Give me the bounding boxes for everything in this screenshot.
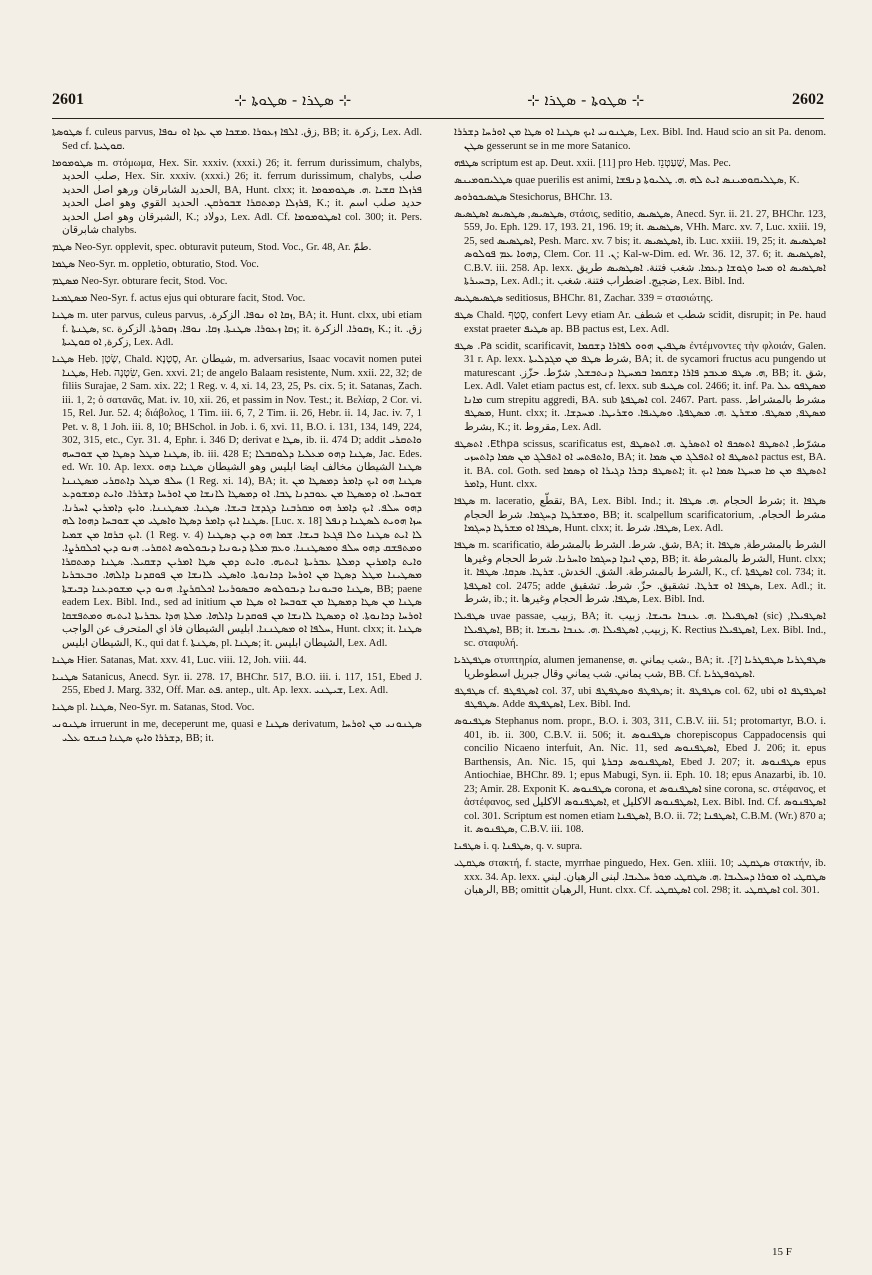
dictionary-entry xyxy=(52,126,422,153)
entry-text: quae puerilis est animi, ܣܛܠܝܩܘܡܝܢܣ ܐܝܬ ܠܗ .ܗ. ܛܠܝܘܬܐ ܕܢܦܫܐ, K. xyxy=(515,174,800,186)
entry-text: scissus, scarificatus est, مشرّط, ܐܬܣܛܦ ܐܬܣܟܦ ܐܘ ܐܬܣܪܛ .ܗ. ܐܬܣܛܦ ܘܐܬܦܬܚ ܐܘ ܐܬܦܠܓ ܡܢ ܣܡܐ ܕܐܬܚܙܝ, BA; it. ܐܬܣܛܦ ܐܘ ܐܬܦܠܓ ܡܢ ܣܡܐ pactus est, BA. it. BA. col. Goth. sed ܐܬܣܛܦ ܕܒܪܐ ܕܓܝܪܐ ܐܘ ܕܣܡܐ; it. ܐܬܣܛܦ ܡܢ ܡܐ ܡܚܛܐ ܣܡܐ ܐܝܟ ܕܐܡܪ, Hunt. clxx. xyxy=(464,438,826,490)
entry-text: irruerunt in me, deceperunt me, quasi e ܣܛܢܐ derivatum, ܣܛܢܘܢܝ ܡܢ ܐܘܪܚܐ ܕܫܪܪܐ ܘܐܝܟ ܣܛܢܐ ܟܢܫܘ ܥܠܝ, BB; it. xyxy=(62,719,422,744)
right-page-number: 2602 xyxy=(792,91,824,108)
entry-headword: ܣܛܡܐ xyxy=(52,259,76,270)
dictionary-entry xyxy=(454,174,826,188)
entry-text: seditiosus, BHChr. 81, Zachar. 339 = στασιώτης. xyxy=(505,293,713,304)
entry-headword: ܣܛܢܘܢܝ xyxy=(52,719,87,730)
entry-text: cf. ܐܣܛܦܛܦ col. 37, ubi ܣܛܦܛܦ ܘܣܛܦܛܦ; it. ܣܛܦܛܦ col. 62, ubi ܐܣܛܦܛܦ ܐܘ ܣܛܦܛܦ. Adde ܐܣܛܦܛܦ, Lex. Bibl. Ind. xyxy=(464,685,826,710)
entry-text: ܣܛܣܝܣ, ܣܛܣܝܣ, στάσις, seditio, ܣܛܣܝܣ, Anecd. Syr. ii. 21. 27, BHChr. 123, 559, Jo. Eph. 129. 17, 193. 21, 196. 19; it. ܣܛܣܝܣ, VHh. Marc. xv. 7, Luc. xxiii. 19, 25, sed ܐܣܛܣܝܣ, Pesh. Marc. xv. 7 bis; it. ܐܣܛܣܝܣ, ib. Luc. xxiii. 19, 25; it. ܐܣܛܣܝܣ ܕܗܘܐ ܥܡ ܦܘܠܘܣ, Clem. Cor. ܢ. 11; Kal-w-Dim. ed. Wr. 36. 12, 37. 6; it. ܐܣܛܣܝܣ, C.B.V. iii. 258. Ap. lexx. ܐܣܛܣܝܣ ܐܘ ܡܚܐ ܘܓܘܫܐ ܕܥܡܐ. شغب فتنة. ܐܣܛܣܝܣ طريق ܕܒܚܝܪܬܐ, Lex. Adl.; it. ضجيج. اضطراب فتنة. شغب, Lex. Bibl. Ind. xyxy=(464,208,826,287)
entry-headword: ܣܛܦܗ xyxy=(454,157,479,169)
dictionary-entry xyxy=(454,208,826,289)
entry-headword: ܣܛܢܝܐ xyxy=(52,671,78,683)
entry-text: ܣܛܢܘܢܝ ܐܝܟ ܣܛܢܐ ܐܘ ܣܛܐ ܡܢ ܐܘܪܚܐ ܕܫܪܪܐ, Lex. Bibl. Ind. Haud scio an sit Pa. denom. ܣܛܢ gesserunt se in me more Satanico. xyxy=(454,127,826,152)
dictionary-entry xyxy=(454,438,826,492)
dictionary-entry xyxy=(454,309,826,336)
entry-headword: ܣܛܡ xyxy=(52,242,72,253)
entry-text: Chald. סְטַף, confert Levy etiam Ar. شطف et شطب scidit, disrupit; in Pe. haud exstat praeter ܣܛܝܦ ap. BB pactus est, Lex. Adl. xyxy=(464,310,826,335)
left-running-title: ⊹ ܣܛܪܐ - ܣܛܘܬܐ ⊹ xyxy=(234,91,352,109)
dictionary-entry xyxy=(454,539,826,607)
dictionary-entry xyxy=(52,292,422,306)
entry-text: στακτή, f. stacte, myrrhae pinguedo, Hex. Gen. xliii. 10; ܣܛܩܛܝ στακτήν, ib. xxx. 34. Ap. lexx. ܣܛܩܛܝ ܐܘ ܡܘܪܐ ܕܚܠܝܒܐ .ܗ. ܣܛܩܛܝ ܡܘܪ ܚܠܝܒܐ. لبنى الرهبان. لبني الرهبان, BB; omittit الرهبان, Hunt. clxx. Cf. ܐܣܛܩܛܝ col. 298; it. ܐܣܛܩܛܝ col. 301. xyxy=(464,858,826,896)
entry-text: i. q. ܣܛܦܢܐ, q. v. supra. xyxy=(483,841,583,852)
entry-text: scidit, scarificavit, ܣܛܦܝܢ ܗܘܘ ܠܦܐܪܐ ܕܫܩܡܐ ἐντέμνοντες τὴν φλοιάν, Galen. 31 r. Ap. lexx. شرط ܣܛܦ ܡܢ ܡܓܕܠܝܬܐ, BA; it. de sycamori fructus acu pungendo ut maturescant .ܗ. ܣܛܦ ܡܥܒܕ ܦܐܪܐ ܕܫܩܡܐ ܒܡܚܛܐ ܕܢܬܒܫܠ, شرّط. حزّز, BB; it. شق, Lex. Adl. Valet etiam pactus est, cf. lexx. sub ܣܛܝܦ col. 2466; it. inf. Pa. ܡܣܛܦܘ ܥܠ ܡܐܢܐ cum strepitu aggredi, BA. sub ܐܣܛܦܬܐ col. 2467. Part. pass. مشرط بالمشراط, ܡܣܛܦ, Hunt. clxx; it. ܡܣܛܦ, ܡܣܛܦ. ܡܫܪܛ .ܗ. ܡܣܛܦܬܐ. ܘܣܛܝܦܐ. ܘܫܪܝܛܐ. ܡܚܕܫܐ. بشرط, K.; it. مقروط, Lex. Adl. xyxy=(464,340,826,433)
entry-text: Hier. Satanas, Mat. xxv. 41, Luc. viii. 12, Joh. viii. 44. xyxy=(76,654,307,666)
entry-text: Neo-Syr. obturare fecit, Stod. Voc. xyxy=(81,276,228,287)
entry-text: f. culeus parvus, زق. ܐܠܦܐ ܙܥܘܪܐ .ܡܫܟܐ ܡܢ ܥܙܐ ܐܘ ܢܘܦܐ, BB; it. زكرة, Lex. Adl. Sed cf. ܩܘܛܝܬܐ. xyxy=(62,127,422,152)
left-page-number: 2601 xyxy=(52,91,84,108)
dictionary-entry xyxy=(454,157,826,171)
right-running-title: ⊹ ܣܛܘܬܐ - ܣܛܪܐ ⊹ xyxy=(527,91,645,109)
entry-headword: Ethpa. ܐܬܣܛܦ xyxy=(454,438,520,450)
dictionary-entry xyxy=(52,258,422,272)
entry-headword: ܣܛܘܡܘܡܐ xyxy=(52,157,94,169)
entry-headword: ܣܛܦܛܦ xyxy=(454,685,485,697)
entry-text: uvae passae, زبيب, BA; it. ܐܣܛܦܝܠܐ .ܗ. ܥܢܒܐ ܝܒܝܫܐ. زبيب (sic) ܐܣܛܦܝܠܐ, ܐܣܛܦܝܠܐ, BB; it. زبيب, ܐܣܛܦܝܠܐ .ܗ. ܥܢܒܐ ܝܒܝܫܐ, K. Rectius ܐܣܛܦܝܠܐ, Lex. Bibl. Ind., sc. σταφυλή. xyxy=(464,611,826,649)
entry-headword: ܡܣܛܡܢܐ xyxy=(52,293,88,304)
entry-text: m. laceratio, تقطّع, BA, Lex. Bibl. Ind.; it. شرط الحجام .ܗ. ܣܛܦܐ; it. ܣܛܦܐ ܘܡܫܪܛܐ ܕܚܓܡܐ. شرط الحجام, BB; it. scalpellum scarificatorium, مشرط الحجام. ܣܛܦܐ ܐܘ ܡܫܪܛܐ ܕܚܓܡܐ, Hunt. clxx; it. ܣܛܦܐ. شرط, Lex. Adl. xyxy=(464,496,826,534)
dictionary-entry xyxy=(454,292,826,306)
entry-text: m. scarificatio, شق. شرط. الشرط بالمشرطة, BA; it. الشرط بالمشرطة, ܣܛܦܐ ܕܡܢ ܐܝܕܐ ܕܚܓܡܐ ܘܐܚܪܢܐ. شرط الحجام وغيرها, BB; it. الشرط بالمشرطة, Hunt. clxx; it. الشرط بالمشرطة. الشق. الخدش. ܫܪܛܐ. ܣܕܩܐ. ܣܛܦܐ, K., cf. ܐܣܛܦܬܐ col. 734; it. ܐܣܛܦܬܐ col. 2475; adde ܣܛܦܐ ܐܘ ܫܪܛܐ. تشقيق. حزّ. شرط. تشقيق, Lex. Adl.; it. شرط, ib.; it. ܣܛܦܐ. شرط الحجام وغيرها, Lex. Bibl. Ind. xyxy=(464,540,826,605)
entry-text: m. uter parvus, culeus parvus, .ܙܩܐ ܐܘ ܢܘܦܐ. الزكرة, BA; it. Hunt. clxx, ubi etiam f. ܣܛܢܬܐ, sc. ܙܩܐ ܙܥܘܪܐ. ܣܛܢܬܐ. ܙܩܐ. ܢܘܦܐ. ܙܩܘܪܬܐ. الزكرة; it. ܙܩܘܪܐ. الزكرة, K.; it. زق. زكرة, ܐܘ ܩܘܛܝܬܐ, Lex. Adl. xyxy=(62,310,422,348)
entry-text: pl. ܣܛܢܐ, Neo-Syr. m. Satanas, Stod. Voc. xyxy=(76,702,255,713)
entry-headword: ܣܛܢܐ xyxy=(52,354,75,365)
entry-text: scriptum est ap. Deut. xxii. [11] pro Heb. שַׁעַטְנֵז, Mas. Pec. xyxy=(481,157,731,169)
entry-text: στυπτηρία, alumen jemanense, شب يماني .ܗ., BA; it. ܣܛܦܛܪܝܐ ܣܛܦܛܪܝܐ [?]. شب يماني. شب يماني وقال جبريل اسطوطريا, BB. Cf. ܐܣܛܘܦܛܪܝܐ. xyxy=(464,655,826,680)
dictionary-entry xyxy=(454,715,826,837)
dictionary-entry xyxy=(52,241,422,255)
dictionary-entry xyxy=(52,309,422,350)
dictionary-entry xyxy=(52,718,422,745)
entry-text: Neo-Syr. opplevit, spec. obturavit puteum, Stod. Voc., Gr. 48, Ar. طمّ. xyxy=(74,242,372,253)
page-header xyxy=(52,88,824,112)
entry-text: Stesichorus, BHChr. 13. xyxy=(509,191,613,203)
dictionary-entry xyxy=(454,685,826,712)
dictionary-entry xyxy=(454,857,826,898)
dictionary-entry xyxy=(454,495,826,536)
left-column xyxy=(52,126,422,1246)
dictionary-entry xyxy=(52,671,422,698)
dictionary-entry xyxy=(454,126,826,153)
entry-headword: ܣܛܣܝܟܘܪܘܣ xyxy=(454,191,507,203)
header-rule xyxy=(52,118,824,119)
entry-headword: ܣܛܦ xyxy=(454,310,474,321)
dictionary-entry xyxy=(52,353,422,650)
entry-text: Neo-Syr. f. actus ejus qui obturare facit, Stod. Voc. xyxy=(90,293,306,304)
entry-headword: Pa. ܣܛܦ xyxy=(454,340,493,352)
dictionary-entry xyxy=(52,654,422,668)
entry-headword: ܣܛܠܝܩܘܡܝܢܣ xyxy=(454,174,513,186)
entry-headword: ܡܣܛܡ xyxy=(52,276,79,287)
dictionary-entry xyxy=(454,654,826,681)
entry-headword: ܣܛܢܐ xyxy=(52,310,75,321)
dictionary-entry xyxy=(52,157,422,238)
entry-headword: ܣܛܦܛܪܝܐ xyxy=(454,655,491,666)
dictionary-entry xyxy=(454,191,826,205)
dictionary-entry xyxy=(454,840,826,854)
dictionary-entry xyxy=(454,340,826,435)
entry-headword: ܣܛܦܝܠܐ xyxy=(454,611,485,622)
entry-headword: ܐܣܛܣܝܣ xyxy=(454,208,489,220)
dictionary-entry xyxy=(52,275,422,289)
entry-headword: ܣܛܢܐ xyxy=(52,702,75,713)
entry-headword: ܣܛܘܣܬܐ xyxy=(52,127,83,138)
entry-text: Neo-Syr. m. oppletio, obturatio, Stod. Voc. xyxy=(77,259,259,270)
entry-headword: ܣܛܣܝܣܛܝܣ xyxy=(454,293,504,304)
dictionary-entry xyxy=(52,701,422,715)
entry-headword: ܣܛܢܐ xyxy=(52,654,75,666)
entry-text: Satanicus, Anecd. Syr. ii. 278. 17, BHChr. 517, B.O. iii. i. 117, 151, Ebed J. 255, Ebed J. Marg. 332, Off. Mar. ܦܬ. antep., ult. Ap. lexx. ܫܝܛܢܝ, Lex. Adl. xyxy=(62,671,422,696)
entry-text: m. στόμωμα, Hex. Sir. xxxiv. (xxxi.) 26; it. ferrum durissimum, chalybs, صلب الحديد, Hex. Sir. xxxiv. (xxxi.) 26; it. ferrum durissimum, chalybs, صلب الحديد الشابرقان ورهو اصل الحديد, BA, Hunt. clxx; it. ܦܪܙܠܐ ܩܫܝܐ .ܗ. ܣܛܘܡܘܡܐ ܦܪܙܠܐ ܕܡܬܩܪܐ ܫܒܘܪܩܢ. الحديد القوي وهو اصل الحديد, K.; it. حديد صلب اسم الشبرقان وهو اصل الحديد, K.; دولاد, Lex. Adl. Cf. ܐܣܛܘܡܘܡܐ col. 300; it. Pers. شابرقان chalybs. xyxy=(62,157,422,236)
signature-mark: 15 F xyxy=(772,1246,792,1258)
entry-headword: ܣܛܦܢܐ xyxy=(454,841,481,852)
entry-text: Stephanus nom. propr., B.O. i. 303, 311, C.B.V. iii. 51; protomartyr, B.O. i. 401, ib. ii. 300, C.B.V. ii. 506; it. ܣܛܦܢܘܣ chorepiscopus Cappadocensis qui concilio Nicaeno interfuit, An. Nic. 11, sed ܐܣܛܦܢܘܣ, Ebed J. 206; it. epus Barthensis, An. Nic. 15, qui ܐܣܛܦܢܘܣ ܕܒܪܬܐ, Ebed J. 207; it. ܣܛܦܢܘܣ epus Antiochiae, BHChr. 89. 1; epus Mabugi, Syn. ii. Eph. 10. 18; epus Anazarbi, ib. 10. 23; Amir. 28. Exponit K. ܣܛܦܢܘܣ corona, et ܐܣܛܦܢܘܣ sine corona, sc. στέφανος, et ἀστέφανος, sed ܐܣܛܦܢܘܣ الاكليل, et ܐܣܛܦܢܘܣ الاكليل, Lex. Bibl. Ind. Cf. ܐܣܛܦܢܘܣ col. 301. Scriptum est nomen etiam ܐܣܛܦܢܐ, B.O. ii. 72; ܐܣܛܦܢܐ, C.B.M. (Wr.) 870 a; it. ܣܛܦܢܘܣ, C.B.V. iii. 108. xyxy=(464,716,826,835)
entry-headword: ܣܛܦܐ xyxy=(454,496,476,507)
entry-headword: ܣܛܩܛܝ xyxy=(454,858,486,869)
entry-headword: ܣܛܦܢܘܣ xyxy=(454,716,492,727)
entry-headword: ܣܛܦܐ xyxy=(454,540,476,551)
right-column xyxy=(454,126,826,1246)
entry-text: Heb. שָׂטָן, Chald. סָטָנָא, Ar. شيطان, m. adversarius, Isaac vocavit nomen putei ܣܛܢܐ, Heb. שִׂטְנָה, Gen. xxvi. 21; de angelo Balaam resistente, Num. xxii. 22, 32; de filiis Surajae, 2 Sam. xix. 22; 1 Reg. v. 4, xi. 14, 23, 25, Ps. cix. 5; it. Satanas, Zach. iii. 1, 2; ὁ σατανᾶς, Mat. iv. 10, xii. 26, et passim in Nov. Test.; it. Βελίαρ, 2 Cor. vi. 15, Rel. Jur. 52. 4; διάβολος, 1 Tim. iii. 6, 7, 2 Tim. ii. 26, Hebr. ii. 14, Jac. iv. 7, 1 Pet. v. 8, 1 Joh. iii. 8, 10; BHSchol. in Job. i. 6, xvi. 11, B.O. i. 131, 134, 149, 224, 302, 315, etc., Cyr. 31. 4, Ephr. i. 346 D; derivat e ܣܛܐ, ib. ii. 474 D; addit ܘܐܬܩܪܝ ܣܛܢܐ ܡܛܠ ܕܣܛܐ ܡܢ ܫܘܒܚܗ, ib. iii. 428 E; ܣܛܢܐ ܕܗܘ ܡܥܠܝܐ ܕܠܘܩܒܠܐ, Jac. Edes. ed. Wr. 10. Ap. lexx. ܣܛܢܐ الشيطان مخالف ايضا ابليس وهو الشيطان ܣܛܢܐ ܕܗܘ ܚܠܦ ܡܛܠ ܕܐܬܩܪܝ ܡܣܛܢܢܐ (1 Reg. xi. 14), BA; it. ܣܛܢܐ ܗܘ ܐܝܟ ܕܐܡܪ ܕܡܣܛܐ ܡܢ ܫܘܒܚܐ. ܐܘ ܕܡܣܛܐ ܡܢ ܥܘܒܕܢܐ ܛܒܐ. ܐܘ ܕܡܣܛܐ ܠܐܢܫܐ ܡܢ ܐܘܪܚܐ ܕܫܪܪܐ. ܘܐܝܬ ܕܡܫܘܕܥ ܕܗܘ ܚܠܦ. ܐܝܟ ܕܐܡܪ ܗܘ ܡܩܪܒܢܐ ܕܓܕܫܐ ܒܝܫܐ. ܣܛܢܐ. ܡܣܛܢܢܐ. ܘܐܝܟ ܕܐܡܪܝܢ ܐܚܪܢܐ. ܣܛܢܐ ܐܝܟ ܕܐܡܪ ܕܣܛܐ ܘܐܣܛܝ ܡܢ ܫܘܒܚܐ ܕܗܘܐ ܠܗ. [Luc. x. 18] ܚܙܐ ܗܘܝܬ ܠܣܛܢܐ ܕܢܦܠ ܐܝܟ ܒܪܩܐ ܡܢ ܫܡܝܐ. (1 Reg. v. 4) ܠܐ ܐܝܬ ܣܛܢܐ ܘܠܐ ܦܓܥܐ ܒܝܫܐ. ܫܡܐ ܗܘ ܕܝܢ ܕܣܛܢܐ ܘܡܬܦܫܩ ܕܗܘ ܚܠܦ ܘܡܣܛܢܢܐ. ܘܥܡ ܡܠܬܐ ܕܝܘܢܝܐ ܕܝܒܘܠܘܣ ܐܬܩܪܝ. ܗܢܘ ܕܝܢ ܐܟܠܩܪܨܐ. ܘܐܝܬ ܕܐܡܪܝܢ ܕܡܠܬܐ ܥܒܪܝܬܐ ܐܝܬܝܗ. ܘܐܝܬ ܕܡܢ ܣܛܐ ܐܡܪܝܢ ܕܫܩܝܠ. ܣܛܢܐ ܕܡܬܩܪܐ ܡܣܛܝܢܐ ܡܛܠ ܕܣܛܐ ܡܢ ܐܘܪܚܐ ܕܟܐܢܘܬܐ. ܘܐܣܛܝ ܠܐܢܫܐ ܡܢ ܦܘܩܕܢܐ ܕܐܠܗܐ. ܘܒܥܒܪܝܐ ܣܛܢܐ ܘܒܝܘܢܝܐ ܕܝܒܘܠܘܣ ܘܒܣܘܪܝܝܐ ܐܟܠܩܪܨܐ. ܗܢܘ ܕܝܢ ܡܫܘܕܥܢܐ ܕܒܝܫܬܐ, BB; paene eadem Lex. Bibl. Ind., sed ad initium ܣܛܢܐ ܡܢ ܣܛܐ ܕܡܣܛܐ ܡܢ ܫܘܒܚܐ ܐܘ ܣܛܐ ܡܢ ܐܘܪܚܐ ܕܟܐܢܘܬܐ. ܐܘ ܕܡܣܛܐ ܠܐܢܫܐ ܡܢ ܦܘܩܕܢܐ ܕܐܠܗܐ. ܡܠܬܐ ܗܕܐ ܥܒܪܝܬܐ ܐܝܬܝܗ ܘܡܬܦܫܩܐ ܚܠܦܐ ܐܘ ܡܣܛܢܢܐ. ابليس الشيطان فاذ اي المتحرف عن الواجب, Hunt. clxx; it. ܣܛܢܐ الشيطان ابليس, K., qui dat f. ܣܛܢܬܐ, pl. ܣܛܢܐ; it. الشيطان ابليس, Lex. Adl. xyxy=(62,354,422,649)
dictionary-entry xyxy=(454,610,826,651)
